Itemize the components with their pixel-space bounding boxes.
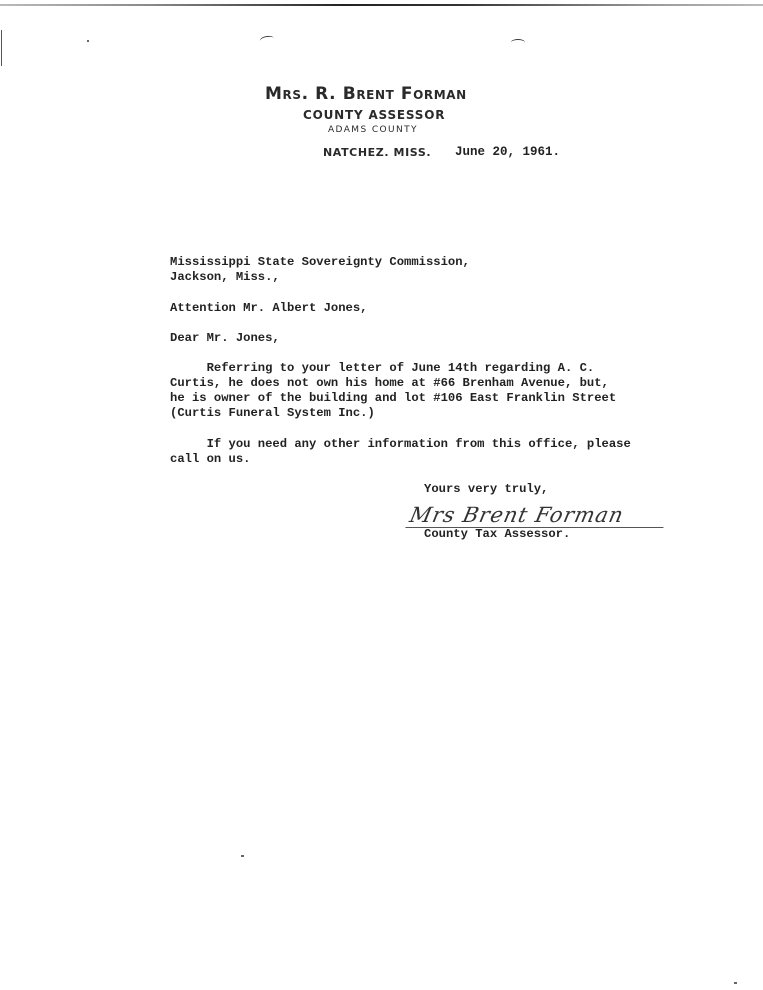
body-line: call on us.	[170, 452, 251, 466]
letterhead-county: ADAMS COUNTY	[328, 125, 418, 135]
letterhead-name: Mrs. R. Brent Forman	[265, 84, 467, 104]
hole-punch-mark	[511, 39, 525, 46]
salutation: Dear Mr. Jones,	[170, 331, 280, 345]
signer-title: County Tax Assessor.	[424, 527, 571, 541]
scan-top-border	[0, 4, 763, 6]
valediction: Yours very truly,	[424, 482, 549, 496]
body-line: (Curtis Funeral System Inc.)	[170, 406, 375, 420]
handwritten-signature: Mrs Brent Forman	[405, 503, 668, 528]
body-line: Curtis, he does not own his home at #66 Brenham Avenue, but,	[170, 376, 609, 390]
body-line: If you need any other information from this office, please	[170, 437, 631, 451]
scan-speck	[87, 40, 89, 42]
recipient-line-2: Jackson, Miss.,	[170, 270, 280, 284]
body-line: he is owner of the building and lot #106 East Franklin Street	[170, 391, 617, 405]
letterhead-title: COUNTY ASSESSOR	[303, 108, 446, 122]
body-line: Referring to your letter of June 14th regarding A. C.	[170, 361, 595, 375]
scan-left-edge	[1, 30, 2, 66]
hole-punch-mark	[259, 35, 274, 44]
letterhead-place: NATCHEZ. MISS.	[323, 146, 432, 159]
recipient-line-1: Mississippi State Sovereignty Commission,	[170, 255, 470, 269]
scan-speck	[734, 982, 737, 984]
scan-speck	[241, 855, 244, 857]
letter-date: June 20, 1961.	[455, 145, 561, 159]
attention-line: Attention Mr. Albert Jones,	[170, 301, 368, 315]
